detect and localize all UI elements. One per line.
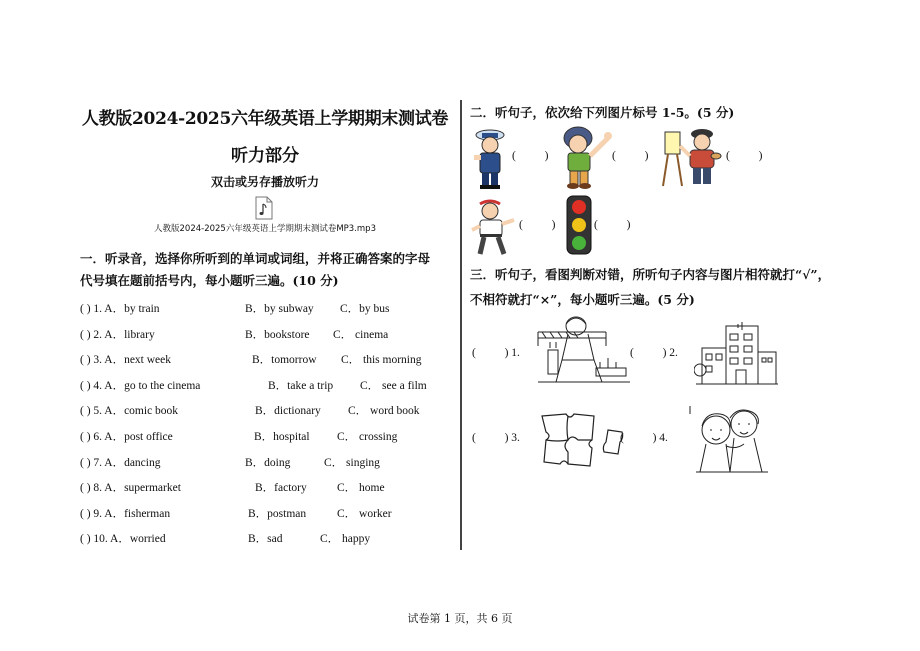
audio-file-name[interactable]: 人教版2024-2025六年级英语上学期期末测试卷MP3.mp3 [154,224,376,234]
section3-heading-line1: 三．听句子，看图判断对错，所听句子内容与图片相符就打“√”， [470,267,831,282]
page-subtitle: 听力部分 [231,146,299,166]
question-a: ( ) 3. A．next week [80,354,172,366]
judge-item-2[interactable]: ( ) 2. [630,347,678,359]
section3-heading-line2: 不相符就打“×”，每小题听三遍。(5 分) [470,292,695,307]
section1-heading-line1: 一．听录音，选择你所听到的单词或词组，并将正确答案的字母 [80,251,431,266]
question-c: C． cinema [333,329,389,341]
answer-blank[interactable]: ( ) [612,150,649,162]
question-b: B．postman [248,508,307,520]
question-c: C． crossing [337,431,398,443]
question-b: B．factory [255,482,307,494]
painter-picture [660,124,722,190]
page-title: 人教版2024-2025六年级英语上学期期末测试卷 [81,109,449,129]
karate-boy-picture [470,196,518,258]
question-c: C． home [337,482,385,494]
question-a: ( ) 5. A．comic book [80,405,179,417]
question-a: ( ) 8. A．supermarket [80,482,181,494]
question-b: B．tomorrow [252,354,317,366]
scientist-lab-picture [536,312,632,388]
question-b: B．by subway [245,303,314,315]
question-c: C． singing [324,457,380,469]
page-footer: 试卷第 1 页，共 6 页 [407,612,513,625]
traffic-light-picture [566,195,592,255]
play-instruction: 双击或另存播放听力 [210,175,319,189]
question-b: B．doing [245,457,291,469]
column-divider [460,100,462,550]
question-a: ( ) 1. A．by train [80,303,160,315]
judge-item-3[interactable]: ( ) 3. [472,432,520,444]
question-c: C． word book [348,405,420,417]
audio-file-icon[interactable] [254,196,274,220]
question-a: ( ) 10. A．worried [80,533,166,545]
two-children-picture [686,402,772,476]
question-b: B．dictionary [255,405,321,417]
section1-heading [80,248,455,292]
question-b: B．bookstore [245,329,310,341]
waving-boy-picture [556,124,614,190]
hospital-building-picture [694,322,780,386]
question-a: ( ) 4. A．go to the cinema [80,380,201,392]
question-c: C． this morning [341,354,422,366]
question-c: C． happy [320,533,371,545]
police-officer-picture [470,125,512,191]
judge-item-4[interactable]: ( ) 4. [620,432,668,444]
answer-blank[interactable]: ( ) [519,219,556,231]
answer-blank[interactable]: ( ) [726,150,763,162]
jigsaw-puzzle-picture [538,410,628,470]
question-a: ( ) 9. A．fisherman [80,508,171,520]
question-c: C． worker [337,508,392,520]
question-c: C． see a film [360,380,427,392]
question-b: B．hospital [254,431,310,443]
answer-blank[interactable]: ( ) [512,150,549,162]
question-b: B．take a trip [268,380,334,392]
question-a: ( ) 7. A．dancing [80,457,161,469]
section2-heading: 二．听句子，依次给下列图片标号 1-5。(5 分) [470,105,735,120]
question-b: B．sad [248,533,283,545]
answer-blank[interactable]: ( ) [594,219,631,231]
question-c: C．by bus [340,303,390,315]
question-a: ( ) 2. A．library [80,329,155,341]
section1-heading-line2: 代号填在题前括号内，每小题听三遍。(10 分) [80,273,339,288]
question-a: ( ) 6. A．post office [80,431,173,443]
judge-item-1[interactable]: ( ) 1. [472,347,520,359]
